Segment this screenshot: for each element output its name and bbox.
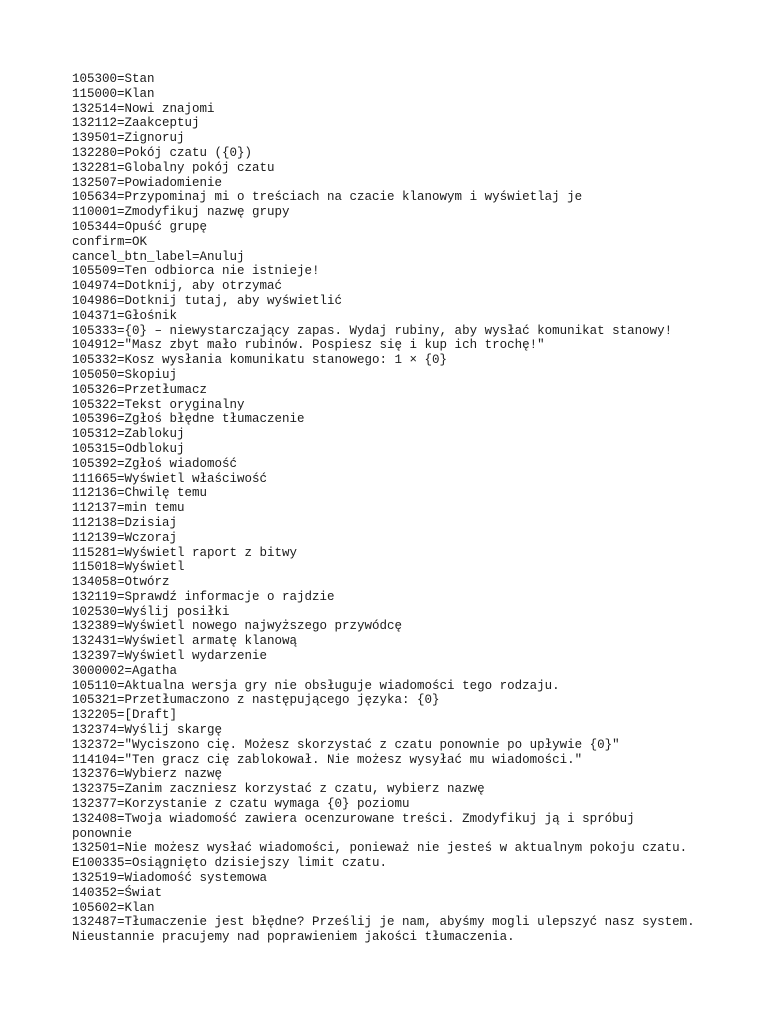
text-line: 105602=Klan	[72, 900, 155, 915]
text-line: 114104="Ten gracz cię zablokował. Nie możesz wysyłać mu wiadomości."	[72, 752, 583, 767]
text-line: 140352=Świat	[72, 885, 163, 900]
text-line: 132389=Wyświetl nowego najwyższego przywódcę	[72, 619, 403, 634]
text-line: 112136=Chwilę temu	[72, 486, 208, 501]
text-line: 105315=Odblokuj	[72, 441, 185, 456]
text-line: 115000=Klan	[72, 86, 155, 101]
text-line: E100335=Osiągnięto dzisiejszy limit czatu.	[72, 856, 388, 871]
text-line: 132205=[Draft]	[72, 708, 178, 723]
text-line: 105326=Przetłumacz	[72, 382, 208, 397]
text-line: 105322=Tekst oryginalny	[72, 397, 245, 412]
text-line: 105634=Przypominaj mi o treściach na czacie klanowym i wyświetlaj je	[72, 190, 583, 205]
text-line: 112137=min temu	[72, 501, 185, 516]
text-line: 105396=Zgłoś błędne tłumaczenie	[72, 412, 305, 427]
text-line: 115281=Wyświetl raport z bitwy	[72, 545, 298, 560]
text-line: 105332=Kosz wysłania komunikatu stanowego: 1 × {0}	[72, 353, 448, 368]
text-line: ponownie	[72, 826, 133, 841]
text-line: 105321=Przetłumaczono z następującego języka: {0}	[72, 693, 440, 708]
document-page	[72, 72, 712, 945]
text-line: 105333={0} – niewystarczający zapas. Wydaj rubiny, aby wysłać komunikat stanowy!	[72, 323, 673, 338]
text-line: 132281=Globalny pokój czatu	[72, 160, 275, 175]
text-line: 3000002=Agatha	[72, 663, 178, 678]
text-line: 132119=Sprawdź informacje o rajdzie	[72, 589, 335, 604]
text-line: 110001=Zmodyfikuj nazwę grupy	[72, 205, 290, 220]
text-line: 105312=Zablokuj	[72, 427, 185, 442]
text-line: 132408=Twoja wiadomość zawiera ocenzurowane treści. Zmodyfikuj ją i spróbuj	[72, 811, 635, 826]
text-line: 102530=Wyślij posiłki	[72, 604, 230, 619]
text-line: Nieustannie pracujemy nad poprawieniem jakości tłumaczenia.	[72, 930, 515, 945]
text-line: 132374=Wyślij skargę	[72, 723, 223, 738]
text-line: 112139=Wczoraj	[72, 530, 178, 545]
text-line: 132377=Korzystanie z czatu wymaga {0} poziomu	[72, 797, 410, 812]
text-line: 105110=Aktualna wersja gry nie obsługuje wiadomości tego rodzaju.	[72, 678, 560, 693]
text-line: 112138=Dzisiaj	[72, 515, 178, 530]
text-line: 115018=Wyświetl	[72, 560, 185, 575]
text-line: 105050=Skopiuj	[72, 367, 178, 382]
text-line: 104974=Dotknij, aby otrzymać	[72, 279, 283, 294]
text-line: confirm=OK	[72, 234, 148, 249]
text-line: 105509=Ten odbiorca nie istnieje!	[72, 264, 320, 279]
text-line: 104986=Dotknij tutaj, aby wyświetlić	[72, 293, 343, 308]
text-line: 132376=Wybierz nazwę	[72, 767, 223, 782]
text-line: 132487=Tłumaczenie jest błędne? Prześlij je nam, abyśmy mogli ulepszyć nasz system.	[72, 915, 695, 930]
text-line: 132372="Wyciszono cię. Możesz skorzystać z czatu ponownie po upływie {0}"	[72, 737, 620, 752]
text-line: 132519=Wiadomość systemowa	[72, 871, 268, 886]
text-line: 132514=Nowi znajomi	[72, 101, 215, 116]
text-line: 104912="Masz zbyt mało rubinów. Pospiesz się i kup ich trochę!"	[72, 338, 545, 353]
text-line: cancel_btn_label=Anuluj	[72, 249, 245, 264]
text-line: 132507=Powiadomienie	[72, 175, 223, 190]
text-line: 105392=Zgłoś wiadomość	[72, 456, 238, 471]
text-line: 111665=Wyświetl właściwość	[72, 471, 268, 486]
text-line: 132375=Zanim zaczniesz korzystać z czatu, wybierz nazwę	[72, 782, 485, 797]
text-line: 132501=Nie możesz wysłać wiadomości, ponieważ nie jesteś w aktualnym pokoju czatu.	[72, 841, 688, 856]
text-line: 134058=Otwórz	[72, 575, 170, 590]
text-line: 105344=Opuść grupę	[72, 219, 208, 234]
text-line: 105300=Stan	[72, 72, 155, 86]
text-line: 132280=Pokój czatu ({0})	[72, 145, 253, 160]
text-line: 104371=Głośnik	[72, 308, 178, 323]
text-line: 139501=Zignoruj	[72, 131, 185, 146]
text-line: 132397=Wyświetl wydarzenie	[72, 649, 268, 664]
text-line: 132112=Zaakceptuj	[72, 116, 200, 131]
text-line: 132431=Wyświetl armatę klanową	[72, 634, 298, 649]
text-lines	[72, 72, 712, 945]
